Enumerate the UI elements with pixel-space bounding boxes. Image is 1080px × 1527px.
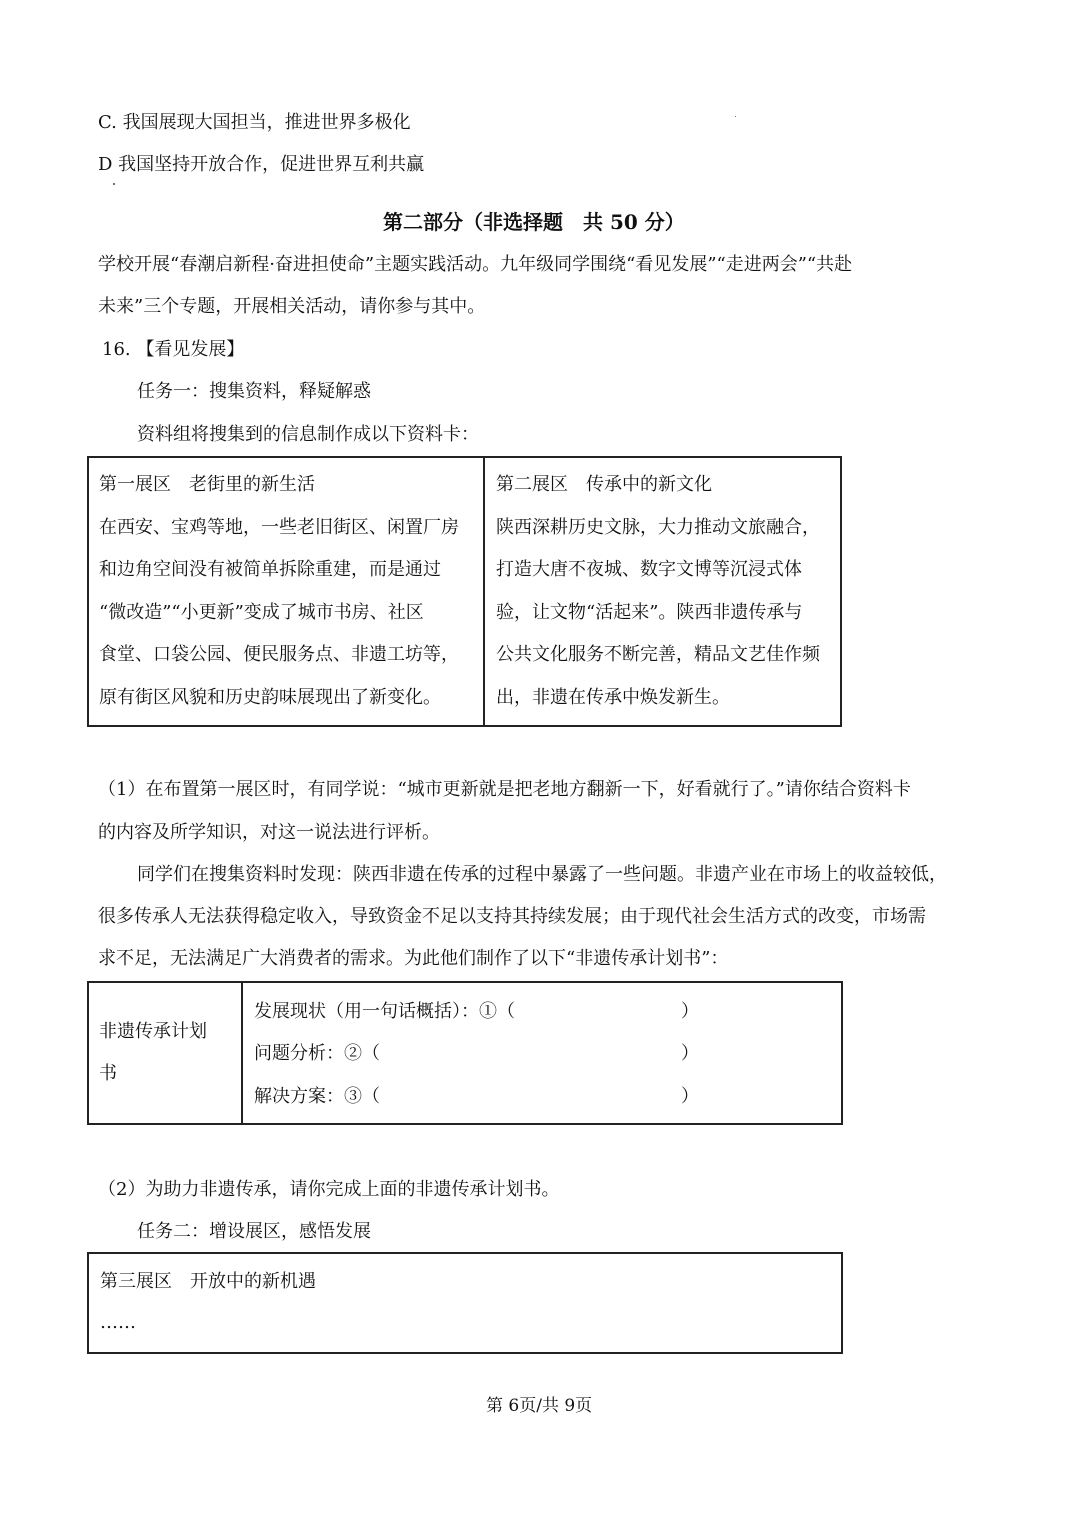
plan-row-solution: 解决方案：③（: [254, 1086, 380, 1107]
info-card-table: [87, 456, 842, 727]
plan-row-solution-close: ）: [681, 1086, 699, 1107]
plan-label: [99, 1011, 207, 1095]
zone1-title: 第一展区 老街里的新生活: [99, 474, 315, 495]
plan-row-status: 发展现状（用一句话概括）：①（: [254, 1001, 515, 1022]
part2-title: 第二部分（非选择题 共 50 分）: [383, 210, 685, 234]
intro-line-1: 学校开展“春潮启新程·奋进担使命”主题实践活动。九年级同学围绕“看见发展”“走进两会”“共赴: [98, 254, 853, 275]
plan-row-analysis: 问题分析：②（: [254, 1043, 380, 1064]
zone1-line: “微改造”“小更新”变成了城市书房、社区: [99, 601, 424, 623]
zone1-line: 和边角空间没有被简单拆除重建，而是通过: [99, 559, 441, 580]
zone1-line: 在西安、宝鸡等地，一些老旧街区、闲置厂房: [99, 516, 459, 538]
option-d: D 我国坚持开放合作，促进世界互利共赢: [98, 154, 425, 175]
task1-title: 任务一：搜集资料，释疑解惑: [137, 381, 371, 402]
zone2-line: 公共文化服务不断完善，精品文艺佳作频: [496, 644, 820, 665]
stray-dot: [735, 116, 736, 117]
plan-row-status-close: ）: [681, 1001, 699, 1022]
zone2-line: 出，非遗在传承中焕发新生。: [496, 686, 730, 708]
finding-line-3: 求不足，无法满足广大消费者的需求。为此他们制作了以下“非遗传承计划书”：: [98, 948, 729, 969]
table-divider: [241, 983, 243, 1123]
table-divider: [483, 458, 485, 725]
subquestion-1-line-2: 的内容及所学知识，对这一说法进行评析。: [98, 822, 440, 843]
zone3-ellipsis: ……: [100, 1312, 136, 1333]
finding-line-1: 同学们在搜集资料时发现：陕西非遗在传承的过程中暴露了一些问题。非遗产业在市场上的收益较低，: [137, 864, 947, 885]
info-card-right: [496, 464, 820, 719]
task2-title: 任务二：增设展区，感悟发展: [137, 1221, 371, 1242]
page-number: 第 6页/共 9页: [486, 1396, 593, 1416]
plan-label-line-1: 非遗传承计划: [99, 1021, 207, 1042]
zone2-line: 陕西深耕历史文脉，大力推动文旅融合，: [496, 516, 820, 538]
heritage-plan-table: [87, 981, 843, 1125]
info-card-left: [99, 464, 459, 719]
zone1-line: 食堂、口袋公园、便民服务点、非遗工坊等，: [99, 644, 459, 665]
plan-label-line-2: 书: [99, 1063, 117, 1084]
zone2-line: 打造大唐不夜城、数字文博等沉浸式体: [496, 559, 802, 580]
stray-dot: [113, 183, 115, 185]
zone2-title: 第二展区 传承中的新文化: [496, 474, 712, 495]
question-16-title: 16. 【看见发展】: [102, 339, 245, 360]
intro-line-2: 未来”三个专题，开展相关活动，请你参与其中。: [98, 296, 486, 317]
zone2-line: 验，让文物“活起来”。陕西非遗传承与: [496, 601, 803, 623]
plan-row-analysis-close: ）: [681, 1043, 699, 1064]
finding-line-2: 很多传承人无法获得稳定收入，导致资金不足以支持其持续发展；由于现代社会生活方式的改变，市场需: [98, 906, 926, 927]
option-c: C. 我国展现大国担当，推进世界多极化: [98, 112, 411, 133]
zone3-title: 第三展区 开放中的新机遇: [100, 1271, 316, 1292]
task1-description: 资料组将搜集到的信息制作成以下资料卡：: [137, 424, 479, 445]
zone1-line: 原有街区风貌和历史韵味展现出了新变化。: [99, 686, 441, 708]
subquestion-2: （2）为助力非遗传承，请你完成上面的非遗传承计划书。: [98, 1179, 560, 1200]
subquestion-1-line-1: （1）在布置第一展区时，有同学说：“城市更新就是把老地方翻新一下，好看就行了。”请你结合资料卡: [98, 779, 911, 800]
zone3-box: [87, 1252, 843, 1354]
